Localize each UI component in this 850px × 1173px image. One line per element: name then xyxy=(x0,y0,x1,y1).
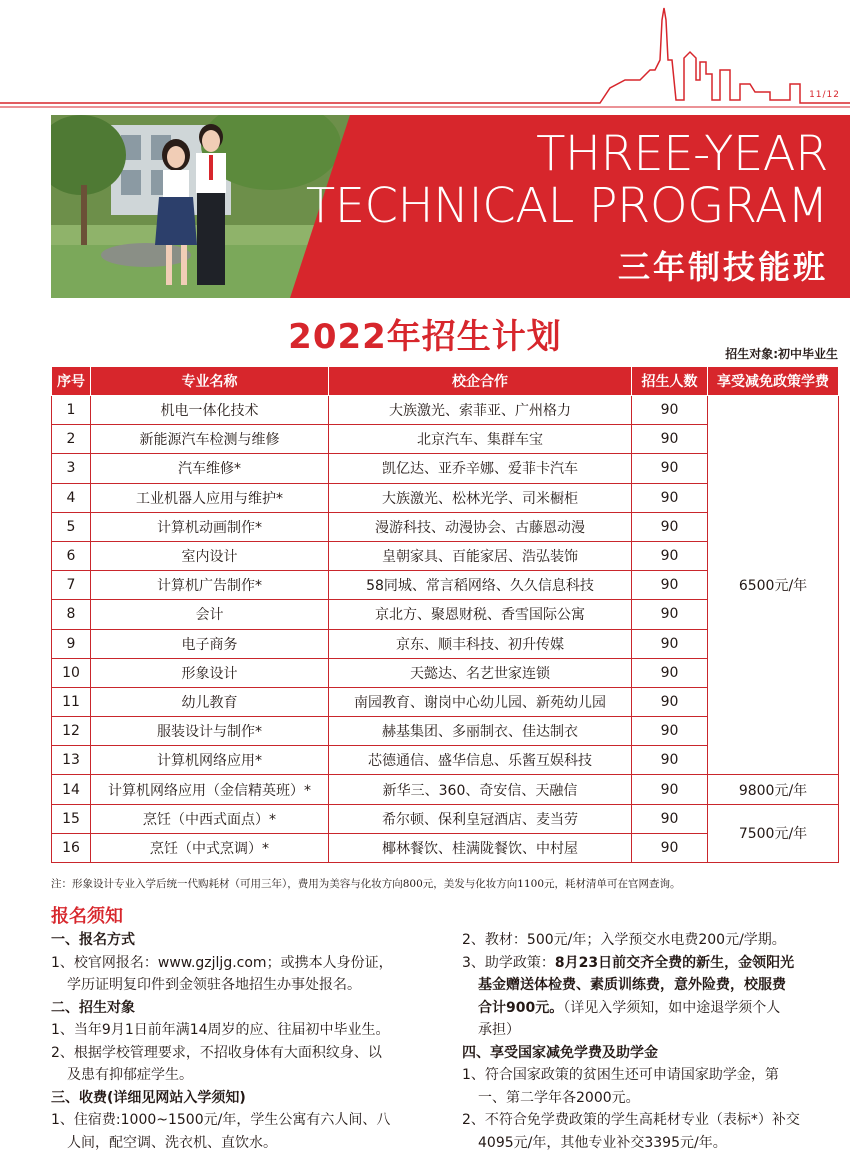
tuition-fee: 9800元/年 xyxy=(708,775,839,804)
row-number: 2 xyxy=(52,425,91,454)
notice-label: 3、助学政策： xyxy=(462,954,555,971)
table-row xyxy=(52,804,839,833)
major-name: 汽车维修* xyxy=(91,454,329,483)
column-header: 专业名称 xyxy=(91,367,329,396)
major-name: 机电一体化技术 xyxy=(91,396,329,425)
notice-line: 1、当年9月1日前年满14周岁的应、往届初中毕业生。 xyxy=(51,1022,390,1038)
major-name: 计算机动画制作* xyxy=(91,512,329,541)
major-name: 烹饪（中式烹调）* xyxy=(91,833,329,862)
row-number: 9 xyxy=(52,629,91,658)
section-heading: 一、报名方式 xyxy=(51,932,135,948)
major-name: 室内设计 xyxy=(91,541,329,570)
notice-line: 1、校官网报名：www.gzjljg.com；或携本人身份证， xyxy=(51,954,393,971)
english-title-line2: TECHNICAL PROGRAM xyxy=(305,178,828,234)
partner-companies: 大族激光、松林光学、司米橱柜 xyxy=(329,483,632,512)
major-name: 烹饪（中西式面点）* xyxy=(91,804,329,833)
notice-emphasis: 8月23日前交齐全费的新生，金领阳光 xyxy=(554,954,795,971)
partner-companies: 漫游科技、动漫协会、古藤恩动漫 xyxy=(329,512,632,541)
notice-line: 承担） xyxy=(478,1022,520,1038)
tuition-fee: 6500元/年 xyxy=(708,396,839,775)
major-name: 计算机网络应用* xyxy=(91,746,329,775)
partner-companies: 京东、顺丰科技、初升传媒 xyxy=(329,629,632,658)
notice-right-column xyxy=(462,929,842,1154)
enrollment-count: 90 xyxy=(632,775,708,804)
section-heading: 四、享受国家减免学费及助学金 xyxy=(462,1044,658,1061)
notice-line: 4095元/年，其他专业补交3395元/年。 xyxy=(478,1134,727,1151)
notice-line xyxy=(462,952,842,975)
table-row xyxy=(52,775,839,804)
partner-companies: 皇朝家具、百能家居、浩弘装饰 xyxy=(329,541,632,570)
notice-line: 一、第二学年各2000元。 xyxy=(478,1089,640,1106)
partner-companies: 赫基集团、多丽制衣、佳达制衣 xyxy=(329,717,632,746)
plan-title: 2022年招生计划 xyxy=(288,317,562,357)
row-number: 13 xyxy=(52,746,91,775)
section-heading: 二、招生对象 xyxy=(51,999,135,1016)
enrollment-count: 90 xyxy=(632,541,708,570)
enrollment-table xyxy=(51,366,839,863)
row-number: 4 xyxy=(52,483,91,512)
row-number: 5 xyxy=(52,512,91,541)
row-number: 11 xyxy=(52,687,91,716)
english-title-line1: THREE-YEAR xyxy=(536,126,828,182)
notice-line: 人间，配空调、洗衣机、直饮水。 xyxy=(67,1134,277,1151)
major-name: 形象设计 xyxy=(91,658,329,687)
table-row xyxy=(52,396,839,425)
row-number: 1 xyxy=(52,396,91,425)
notice-line: 2、根据学校管理要求，不招收身体有大面积纹身、以 xyxy=(51,1044,382,1061)
row-number: 8 xyxy=(52,600,91,629)
enrollment-count: 90 xyxy=(632,833,708,862)
partner-companies: 京北方、聚恩财税、香雪国际公寓 xyxy=(329,600,632,629)
notice-text: （详见入学须知，如中途退学须个人 xyxy=(563,999,781,1016)
partner-companies: 天懿达、名艺世家连锁 xyxy=(329,658,632,687)
partner-companies: 新华三、360、奇安信、天融信 xyxy=(329,775,632,804)
row-number: 7 xyxy=(52,571,91,600)
major-name: 电子商务 xyxy=(91,629,329,658)
major-name: 计算机网络应用（金信精英班）* xyxy=(91,775,329,804)
partner-companies: 北京汽车、集群车宝 xyxy=(329,425,632,454)
row-number: 12 xyxy=(52,717,91,746)
partner-companies: 南园教育、谢岗中心幼儿园、新苑幼儿园 xyxy=(329,687,632,716)
tuition-fee: 7500元/年 xyxy=(708,804,839,862)
chinese-title: 三年制技能班 xyxy=(617,248,828,286)
partner-companies: 58同城、常言稻网络、久久信息科技 xyxy=(329,571,632,600)
notice-left-column xyxy=(51,929,446,1154)
notice-line xyxy=(462,997,842,1020)
partner-companies: 大族激光、索菲亚、广州格力 xyxy=(329,396,632,425)
column-header: 招生人数 xyxy=(632,367,708,396)
notice-title: 报名须知 xyxy=(51,906,123,927)
skyline-decoration xyxy=(0,0,850,110)
row-number: 15 xyxy=(52,804,91,833)
partner-companies: 凯亿达、亚乔辛娜、爱菲卡汽车 xyxy=(329,454,632,483)
major-name: 服装设计与制作* xyxy=(91,717,329,746)
notice-line: 及患有抑郁症学生。 xyxy=(67,1067,193,1083)
notice-line: 基金赠送体检费、素质训练费，意外险费，校服费 xyxy=(478,977,786,993)
enrollment-count: 90 xyxy=(632,658,708,687)
column-header: 享受减免政策学费 xyxy=(708,367,839,396)
enrollment-count: 90 xyxy=(632,483,708,512)
enrollment-count: 90 xyxy=(632,454,708,483)
major-name: 会计 xyxy=(91,600,329,629)
column-header: 校企合作 xyxy=(329,367,632,396)
notice-line: 2、不符合免学费政策的学生高耗材专业（表标*）补交 xyxy=(462,1112,800,1128)
table-note: 注：形象设计专业入学后统一代购耗材（可用三年），费用为美容与化妆方向800元，美发与化妆方向1100元，耗材清单可在官网查询。 xyxy=(51,878,681,890)
partner-companies: 希尔顿、保利皇冠酒店、麦当劳 xyxy=(329,804,632,833)
section-heading: 三、收费(详细见网站入学须知) xyxy=(51,1089,246,1106)
major-name: 计算机广告制作* xyxy=(91,571,329,600)
page-number: 11/12 xyxy=(809,90,840,100)
enrollment-count: 90 xyxy=(632,687,708,716)
row-number: 16 xyxy=(52,833,91,862)
major-name: 工业机器人应用与维护* xyxy=(91,483,329,512)
enrollment-count: 90 xyxy=(632,512,708,541)
notice-emphasis: 合计900元。 xyxy=(478,999,564,1016)
row-number: 3 xyxy=(52,454,91,483)
table-header-row xyxy=(52,367,839,396)
major-name: 新能源汽车检测与维修 xyxy=(91,425,329,454)
enrollment-count: 90 xyxy=(632,571,708,600)
row-number: 6 xyxy=(52,541,91,570)
enrollment-target: 招生对象:初中毕业生 xyxy=(725,347,838,361)
enrollment-count: 90 xyxy=(632,425,708,454)
notice-line: 学历证明复印件到金领驻各地招生办事处报名。 xyxy=(67,977,361,993)
notice-line: 1、符合国家政策的贫困生还可申请国家助学金，第 xyxy=(462,1067,779,1083)
english-title xyxy=(306,128,828,232)
row-number: 14 xyxy=(52,775,91,804)
partner-companies: 椰林餐饮、桂满陇餐饮、中村屋 xyxy=(329,833,632,862)
notice-line: 1、住宿费:1000~1500元/年，学生公寓有六人间、八 xyxy=(51,1112,391,1128)
partner-companies: 芯德通信、盛华信息、乐酱互娱科技 xyxy=(329,746,632,775)
row-number: 10 xyxy=(52,658,91,687)
enrollment-count: 90 xyxy=(632,600,708,629)
enrollment-count: 90 xyxy=(632,629,708,658)
major-name: 幼儿教育 xyxy=(91,687,329,716)
enrollment-count: 90 xyxy=(632,717,708,746)
enrollment-count: 90 xyxy=(632,746,708,775)
column-header: 序号 xyxy=(52,367,91,396)
enrollment-count: 90 xyxy=(632,396,708,425)
enrollment-count: 90 xyxy=(632,804,708,833)
notice-line: 2、教材：500元/年；入学预交水电费200元/学期。 xyxy=(462,932,786,948)
